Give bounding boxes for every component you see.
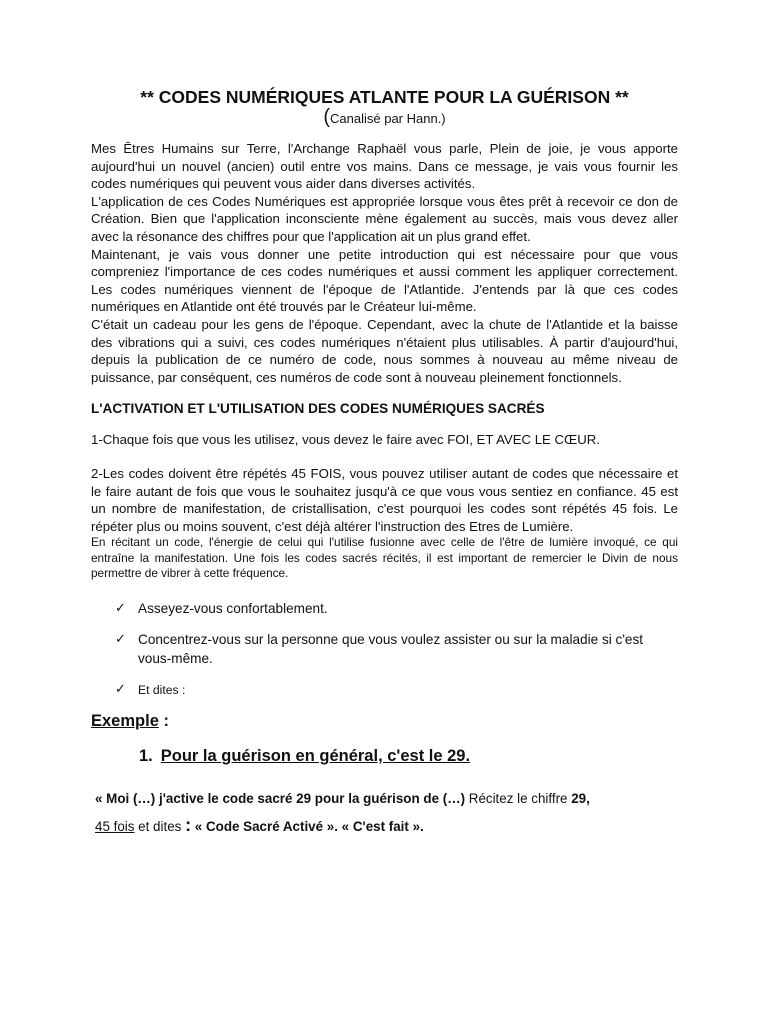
example-closing: « Code Sacré Activé ». « C'est fait ». [191, 819, 424, 835]
section-heading: L'ACTIVATION ET L'UTILISATION DES CODES NUMÉRIQUES SACRÉS [91, 401, 545, 417]
list-item: ✓ Asseyez-vous confortablement. [115, 601, 328, 617]
example-instruction: « Moi (…) j'active le code sacré 29 pour la guérison de (…) Récitez le chiffre 29, 45 fois et dites : « Code Sacré Activé ». « C'est fait ». [95, 791, 590, 836]
subtitle-text: Canalisé par Hann.) [330, 111, 446, 126]
rule-2: 2-Les codes doivent être répétés 45 FOIS, vous pouvez utiliser autant de codes que nécessaire et le faire autant de fois que vous le souhaitez jusqu'à ce que vous vous sentiez en confiance. 45 est un nombre de manifestation, de cristallisation, c'est pourquoi les codes sont répétés 45 fois. Le répéter plus ou moins souvent, c'est déjà altérer l'instruction des Etres de Lumière. [91, 465, 678, 534]
intro-paragraph-4: C'était un cadeau pour les gens de l'époque. Cependant, avec la chute de l'Atlantide et la baisse des vibrations qui a suivi, ces codes numériques n'étaient plus utilisables. À partir d'aujourd'hui, depuis la publication de ce numéro de code, nous sommes à nouveau au même niveau de puissance, par conséquent, ces numéros de code sont à nouveau pleinement fonctionnels. [91, 316, 678, 385]
page-subtitle [91, 108, 678, 128]
subtitle-open-paren: ( [323, 106, 331, 128]
checkmark-icon: ✓ [115, 682, 126, 698]
document-page [91, 86, 678, 840]
checkmark-icon: ✓ [115, 632, 126, 648]
page-title: ** CODES NUMÉRIQUES ATLANTE POUR LA GUÉRISON ** [140, 87, 629, 107]
example-number: 1. [139, 747, 153, 766]
rule-note: En récitant un code, l'énergie de celui qui l'utilise fusionne avec celle de l'être de lumière invoqué, ce qui entraîne la manifestation. Une fois les codes sacrés récités, il est important de remercier le Divin de nous permettre de vibrer à cette fréquence. [91, 535, 678, 580]
example-title: Pour la guérison en général, c'est le 29. [160, 747, 471, 766]
example-quote: « Moi (…) j'active le code sacré 29 pour la guérison de (…) [95, 791, 466, 807]
intro-paragraph-1: Mes Êtres Humains sur Terre, l'Archange Raphaël vous parle, Plein de joie, je vous apporte aujourd'hui un nouvel (ancien) outil entre vos mains. Dans ce message, je vais vous fournir les codes numériques qui peuvent vous aider dans diverses activités. [91, 141, 678, 192]
intro-paragraph-2: L'application de ces Codes Numériques est appropriée lorsque vous êtes prêt à recevoir ce don de Création. Bien que l'application inconsciente mène également au succès, mais vous devez aller avec la résonance des chiffres pour que l'application ait un plus grand effet. [91, 193, 678, 244]
example-heading: Exemple : [91, 712, 169, 731]
example-label: Exemple [91, 712, 159, 731]
rule-1: 1-Chaque fois que vous les utilisez, vous devez le faire avec FOI, ET AVEC LE CŒUR. [91, 432, 600, 448]
intro-paragraph-3: Maintenant, je vais vous donner une petite introduction qui est nécessaire pour que vous compreniez l'importance de ces codes numériques et aussi comment les appliquer correctement. Les codes numériques viennent de l'époque de l'Atlantide. J'entends par là que ces codes numériques en Atlantide ont été trouvés par le Créateur lui-même. [91, 246, 678, 315]
checkmark-icon: ✓ [115, 601, 126, 617]
example-item-1 [139, 747, 678, 766]
list-item: ✓ Et dites : [115, 682, 186, 698]
checklist [91, 599, 678, 700]
count-text: 45 fois [95, 819, 135, 835]
list-item: ✓ Concentrez-vous sur la personne que vous voulez assister ou sur la maladie si c'est vous-même. [115, 632, 644, 667]
